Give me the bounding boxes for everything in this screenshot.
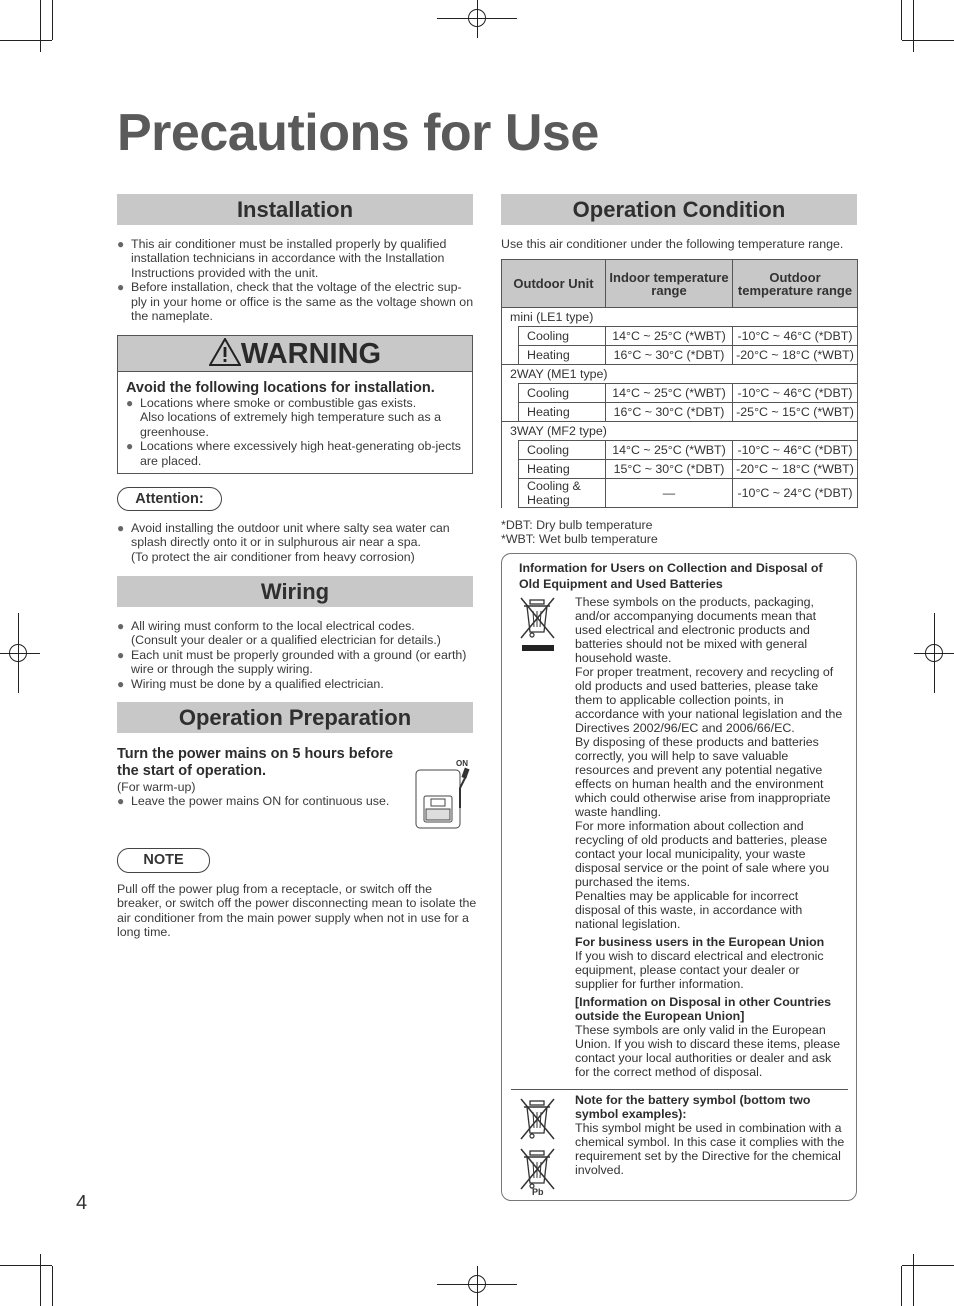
indoor-range-cell: 15°C ~ 30°C (*DBT) <box>606 460 733 479</box>
wiring-bullet-cont: (Consult your dealer or a qualified electrician for details.) <box>131 633 441 648</box>
mode-cell: Cooling & Heating <box>519 479 606 508</box>
warning-box <box>117 335 473 474</box>
operation-preparation-heading: Operation Preparation <box>117 702 473 733</box>
warning-lead: Avoid the following locations for installation. <box>126 380 435 396</box>
table-group-row <box>502 422 858 441</box>
warning-bullet: ● Locations where smoke or combustible gas exists. <box>126 396 464 410</box>
battery-note-text: This symbol might be used in combination with a chemical symbol. In this case it complies with the requirement set by the Directive for the chemical involved. <box>575 1121 845 1177</box>
warning-bullet-cont: Also locations of extremely high temperature such as a greenhouse. <box>140 410 441 439</box>
disposal-paragraph: Penalties may be applicable for incorrect disposal of this waste, in accordance with national legislation. <box>575 889 803 931</box>
table-body <box>502 308 858 508</box>
disposal-paragraph: For more information about collection and recycling of old products and batteries, please contact your local municipality, your waste disposal service or the point of sale where you purchased the items. <box>575 819 830 889</box>
power-switch-illustration <box>412 758 474 830</box>
table-row <box>502 460 858 479</box>
operation-condition-heading: Operation Condition <box>501 194 857 225</box>
warning-header <box>118 336 472 372</box>
indoor-range-cell: — <box>606 479 733 508</box>
note-label: NOTE <box>117 848 210 873</box>
table-group-row <box>502 308 858 327</box>
unit-type-label: 2WAY (ME1 type) <box>502 365 858 384</box>
table-group-row <box>502 365 858 384</box>
table-header-outdoor-unit: Outdoor Unit <box>502 260 606 308</box>
indoor-range-cell: 16°C ~ 30°C (*DBT) <box>606 403 733 422</box>
crossed-out-bin-with-chemical-icon <box>518 1147 558 1191</box>
operation-preparation-bullet: ● Leave the power mains ON for continuous use. <box>117 794 417 808</box>
table-row <box>502 479 858 508</box>
indoor-range-cell: 14°C ~ 25°C (*WBT) <box>606 327 733 346</box>
divider <box>511 1089 848 1090</box>
chemical-symbol-label: Pb <box>532 1187 544 1197</box>
attention-bullet: ● Avoid installing the outdoor unit where salty sea water can splash directly onto it or in sulphurous air near a spa. <box>117 521 477 550</box>
mode-cell: Cooling <box>519 441 606 460</box>
warning-title: WARNING <box>240 338 382 370</box>
outdoor-range-cell: -20°C ~ 18°C (*WBT) <box>733 460 858 479</box>
mode-cell: Cooling <box>519 327 606 346</box>
row-indent <box>502 460 519 479</box>
installation-list <box>117 237 477 323</box>
wiring-list <box>117 619 477 691</box>
operation-preparation-sub: (For warm-up) <box>117 780 196 794</box>
footnote-dbt: *DBT: Dry bulb temperature <box>501 518 653 532</box>
table-row <box>502 346 858 365</box>
indoor-range-cell: 14°C ~ 25°C (*WBT) <box>606 441 733 460</box>
crossed-out-bin-icon <box>518 1097 558 1141</box>
table-footnotes <box>501 518 801 547</box>
table-row <box>502 403 858 422</box>
operation-condition-intro: Use this air conditioner under the following temperature range. <box>501 237 844 251</box>
outdoor-range-cell: -10°C ~ 24°C (*DBT) <box>733 479 858 508</box>
installation-heading: Installation <box>117 194 473 225</box>
table-row <box>502 441 858 460</box>
table-row <box>502 384 858 403</box>
wiring-heading: Wiring <box>117 576 473 607</box>
outdoor-range-cell: -20°C ~ 18°C (*WBT) <box>733 346 858 365</box>
business-heading: For business users in the European Union <box>575 935 825 949</box>
switch-on-label: ON <box>456 759 468 768</box>
disposal-paragraph: These symbols on the products, packaging, and/or accompanying documents mean that used electrical and electronic products and batteries should not be mixed with general household waste. <box>575 595 817 665</box>
mode-cell: Heating <box>519 403 606 422</box>
mode-cell: Cooling <box>519 384 606 403</box>
battery-note-heading: Note for the battery symbol (bottom two symbol examples): <box>575 1093 811 1121</box>
battery-note <box>575 1093 845 1177</box>
installation-bullet: ● Before installation, check that the voltage of the electric sup-ply in your home or office is the same as the voltage shown on the nameplate. <box>117 280 477 323</box>
footnote-wbt: *WBT: Wet bulb temperature <box>501 532 658 547</box>
temperature-range-table <box>501 259 858 508</box>
page-title: Precautions for Use <box>117 104 599 162</box>
other-countries-text: These symbols are only valid in the European Union. If you wish to discard these items, please contact your local authorities or dealer and ask for the correct method of disposal. <box>575 1023 841 1079</box>
row-indent <box>502 441 519 460</box>
row-indent <box>502 479 519 508</box>
attention-label: Attention: <box>117 487 222 511</box>
unit-type-label: mini (LE1 type) <box>502 308 858 327</box>
disposal-paragraph: By disposing of these products and batteries correctly, you will help to save valuable resources and prevent any potential negative effects on human health and the environment which could otherwise arise from inappropriate waste handling. <box>575 735 831 819</box>
table-header-outdoor: Outdoor temperature range <box>733 260 858 308</box>
wiring-bullet: ● Wiring must be done by a qualified electrician. <box>117 677 477 691</box>
outdoor-range-cell: -25°C ~ 15°C (*WBT) <box>733 403 858 422</box>
attention-note: (To protect the air conditioner from heavy corrosion) <box>131 549 415 564</box>
disposal-info-box <box>501 553 857 1201</box>
indoor-range-cell: 14°C ~ 25°C (*WBT) <box>606 384 733 403</box>
operation-preparation-lead: Turn the power mains on 5 hours before the start of operation. <box>117 746 394 779</box>
row-indent <box>502 384 519 403</box>
outdoor-range-cell: -10°C ~ 46°C (*DBT) <box>733 441 858 460</box>
row-indent <box>502 403 519 422</box>
row-indent <box>502 327 519 346</box>
disposal-paragraph: For proper treatment, recovery and recycling of old products and used batteries, please take them to applicable collection points, in accordance with your national legislation and the Directives 2002/96/EC and 2006/66/EC. <box>575 665 843 735</box>
wiring-bullet: ● Each unit must be properly grounded with a ground (or earth) wire or through the supply wiring. <box>117 648 477 677</box>
operation-preparation-text <box>117 746 417 809</box>
row-indent <box>502 346 519 365</box>
outdoor-range-cell: -10°C ~ 46°C (*DBT) <box>733 327 858 346</box>
page-number: 4 <box>76 1192 88 1214</box>
indoor-range-cell: 16°C ~ 30°C (*DBT) <box>606 346 733 365</box>
wiring-bullet: ● All wiring must conform to the local electrical codes. <box>117 619 477 633</box>
note-text: Pull off the power plug from a receptacle, or switch off the breaker, or switch off the power disconnecting mean to isolate the air conditioner from the main power supply when not in use for a long time. <box>117 882 477 940</box>
other-countries-heading: [Information on Disposal in other Countries outside the European Union] <box>575 995 832 1023</box>
disposal-body <box>575 595 845 1079</box>
mode-cell: Heating <box>519 346 606 365</box>
outdoor-range-cell: -10°C ~ 46°C (*DBT) <box>733 384 858 403</box>
disposal-heading: Information for Users on Collection and Disposal of Old Equipment and Used Batteries <box>519 561 823 591</box>
warning-bullet: ● Locations where excessively high heat-generating ob-jects are placed. <box>126 439 464 468</box>
attention-text <box>117 521 477 564</box>
unit-type-label: 3WAY (MF2 type) <box>502 422 858 441</box>
table-header-indoor: Indoor temperature range <box>606 260 733 308</box>
installation-bullet: ● This air conditioner must be installed properly by qualified installation technicians in accordance with the Installation Instructions provided with the unit. <box>117 237 477 280</box>
table-row <box>502 327 858 346</box>
crossed-out-wheelie-bin-icon <box>518 596 558 652</box>
breaker-switch-icon <box>412 758 474 830</box>
business-text: If you wish to discard electrical and electronic equipment, please contact your dealer or supplier for further information. <box>575 949 824 991</box>
warning-triangle-icon <box>209 338 241 366</box>
mode-cell: Heating <box>519 460 606 479</box>
